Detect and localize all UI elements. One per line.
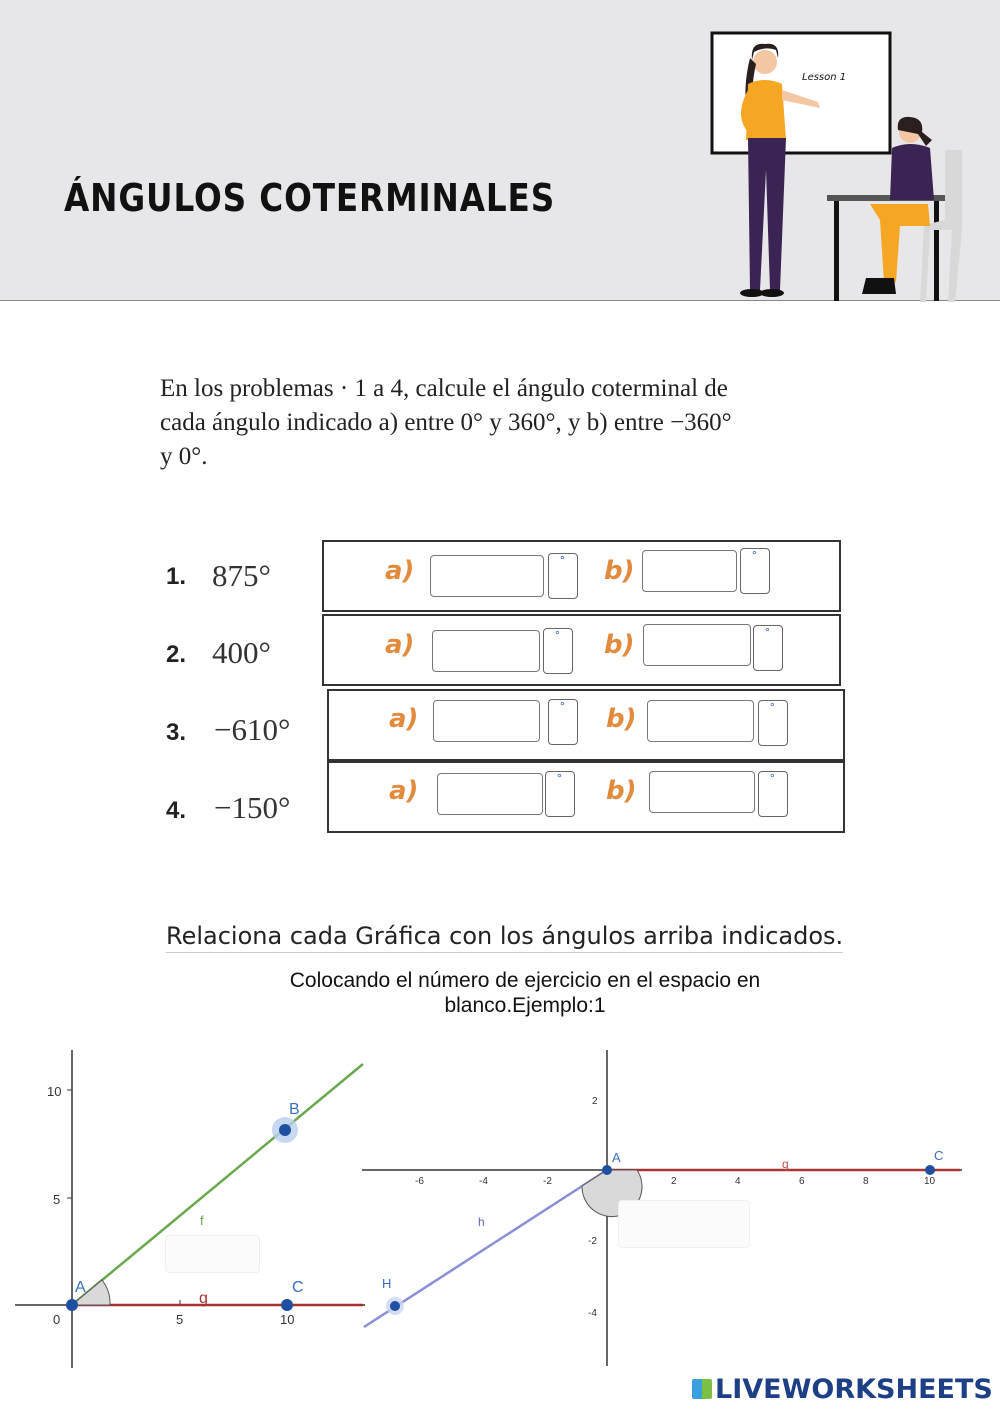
problem-number: 4. bbox=[166, 797, 187, 824]
point-a[interactable] bbox=[66, 1299, 78, 1311]
degree-box bbox=[543, 628, 573, 674]
x-tick-label: 6 bbox=[799, 1176, 805, 1187]
header-banner bbox=[0, 0, 1000, 301]
page-title: ÁNGULOS COTERMINALES bbox=[64, 176, 556, 220]
problem-angle: −610° bbox=[214, 712, 291, 747]
part-a-label: a) bbox=[385, 556, 415, 586]
x-tick-label: -2 bbox=[543, 1176, 552, 1187]
point-c-label: C bbox=[292, 1279, 304, 1296]
degree-symbol: ° bbox=[765, 625, 770, 639]
answer-a-input[interactable] bbox=[437, 773, 543, 815]
x-tick-label: 2 bbox=[671, 1176, 677, 1187]
point-a[interactable] bbox=[602, 1165, 612, 1175]
right-graph-answer-input[interactable] bbox=[618, 1200, 750, 1248]
instructions-line-3: y 0°. bbox=[160, 443, 208, 470]
instructions-line-2: cada ángulo indicado a) entre 0° y 360°, y b) entre −360° bbox=[160, 409, 732, 436]
y-tick-label: -2 bbox=[588, 1236, 597, 1247]
liveworksheets-logo bbox=[692, 1374, 993, 1405]
board-text: Lesson 1 bbox=[802, 72, 847, 83]
answer-b-input[interactable] bbox=[649, 771, 755, 813]
answer-b-input[interactable] bbox=[643, 624, 751, 666]
point-c-label: C bbox=[934, 1148, 944, 1163]
degree-symbol: ° bbox=[560, 553, 565, 567]
degree-box bbox=[758, 700, 788, 746]
y-tick-label: 5 bbox=[53, 1192, 61, 1207]
problem-angle: 400° bbox=[212, 635, 271, 670]
y-tick-label: 2 bbox=[592, 1096, 598, 1107]
x-tick-label: -6 bbox=[415, 1176, 424, 1187]
problem-number: 2. bbox=[166, 641, 187, 668]
y-tick-label: -4 bbox=[588, 1308, 597, 1319]
part-a-label: a) bbox=[385, 630, 415, 660]
degree-symbol: ° bbox=[560, 699, 565, 713]
problem-number: 3. bbox=[166, 719, 187, 746]
relate-instruction bbox=[250, 968, 800, 1018]
degree-box bbox=[758, 771, 788, 817]
answer-a-input[interactable] bbox=[433, 700, 540, 742]
line-g-label: g bbox=[782, 1157, 789, 1171]
point-c[interactable] bbox=[281, 1299, 293, 1311]
answer-b-input[interactable] bbox=[642, 550, 737, 592]
degree-symbol: ° bbox=[555, 628, 560, 642]
answer-a-input[interactable] bbox=[432, 630, 540, 672]
degree-symbol: ° bbox=[770, 771, 775, 785]
origin-label: 0 bbox=[53, 1312, 61, 1327]
point-c[interactable] bbox=[925, 1165, 935, 1175]
line-f-label: f bbox=[200, 1213, 204, 1228]
part-b-label: b) bbox=[606, 776, 637, 806]
degree-box bbox=[740, 548, 770, 594]
brand-text: LIVEWORKSHEETS bbox=[715, 1374, 993, 1405]
x-tick-label: 4 bbox=[735, 1176, 741, 1187]
part-b-label: b) bbox=[606, 704, 637, 734]
liveworksheets-icon bbox=[692, 1379, 712, 1399]
line-h-label: h bbox=[478, 1215, 485, 1229]
line-g-label: g bbox=[199, 1290, 208, 1307]
relate-instruction-line-2: blanco.Ejemplo:1 bbox=[444, 994, 606, 1017]
problem-angle: 875° bbox=[212, 558, 271, 593]
part-b-label: b) bbox=[604, 556, 635, 586]
part-a-label: a) bbox=[389, 776, 419, 806]
left-graph-answer-input[interactable] bbox=[165, 1235, 260, 1273]
x-tick-label: 10 bbox=[280, 1312, 295, 1327]
left-graph bbox=[15, 1050, 365, 1370]
point-a-label: A bbox=[75, 1279, 86, 1296]
x-tick-label: 10 bbox=[924, 1176, 936, 1187]
problem-number: 1. bbox=[166, 563, 187, 590]
answer-b-input[interactable] bbox=[647, 700, 754, 742]
degree-box bbox=[753, 625, 783, 671]
relate-instruction-line-1: Colocando el número de ejercicio en el espacio en bbox=[289, 969, 761, 992]
part-b-label: b) bbox=[604, 630, 635, 660]
problem-angle: −150° bbox=[214, 790, 291, 825]
part-a-label: a) bbox=[389, 704, 419, 734]
instructions-line-1: En los problemas · 1 a 4, calcule el ángulo coterminal de bbox=[160, 375, 728, 402]
answer-a-input[interactable] bbox=[430, 555, 544, 597]
point-h-label: H bbox=[382, 1276, 392, 1291]
point-h[interactable] bbox=[390, 1301, 400, 1311]
x-tick-label: 8 bbox=[863, 1176, 869, 1187]
teacher-student-illustration bbox=[690, 20, 990, 302]
point-b[interactable] bbox=[279, 1124, 291, 1136]
point-b-label: B bbox=[289, 1101, 300, 1118]
degree-symbol: ° bbox=[557, 771, 562, 785]
y-tick-label: 10 bbox=[47, 1084, 62, 1099]
degree-box bbox=[548, 553, 578, 599]
degree-symbol: ° bbox=[770, 700, 775, 714]
degree-box bbox=[548, 699, 578, 745]
point-a-label: A bbox=[612, 1150, 621, 1165]
degree-symbol: ° bbox=[752, 548, 757, 562]
degree-box bbox=[545, 771, 575, 817]
x-tick-label: 5 bbox=[176, 1312, 184, 1327]
instructions-text bbox=[160, 372, 840, 474]
x-tick-label: -4 bbox=[479, 1176, 488, 1187]
relate-heading: Relaciona cada Gráfica con los ángulos arriba indicados. bbox=[166, 922, 843, 953]
